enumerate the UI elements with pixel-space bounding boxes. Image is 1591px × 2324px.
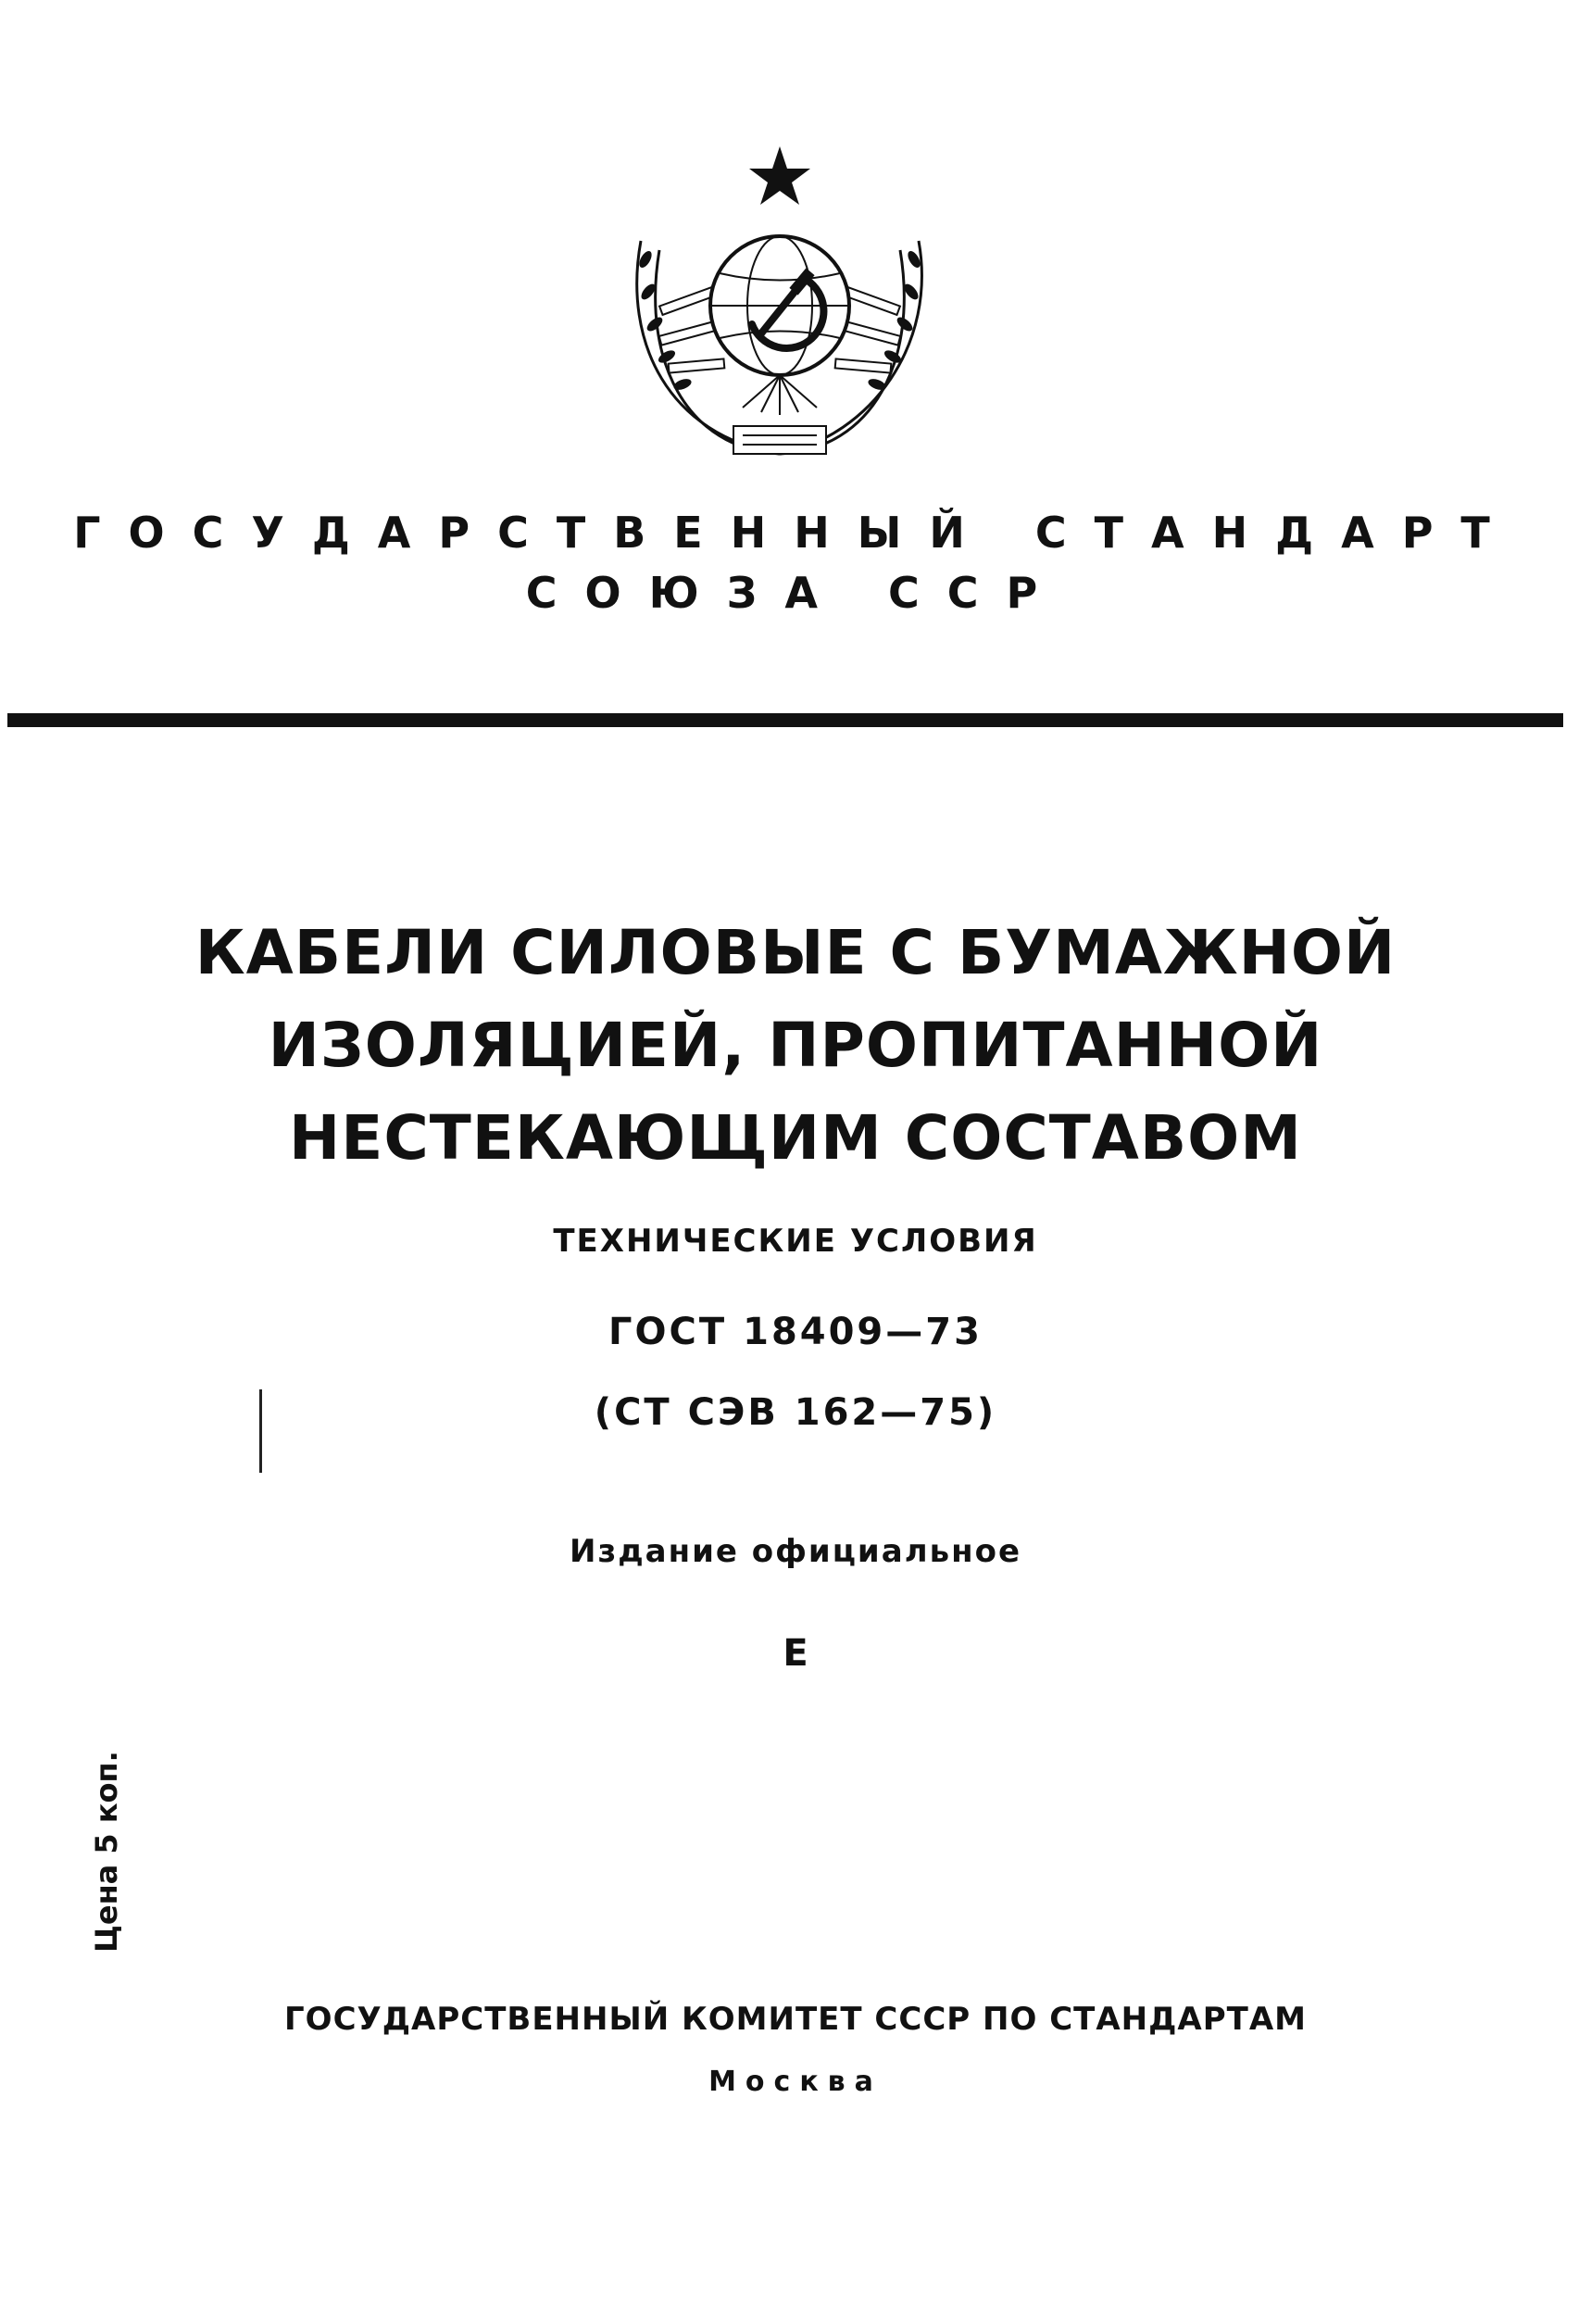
document-subtitle: ТЕХНИЧЕСКИЕ УСЛОВИЯ — [553, 1223, 1038, 1260]
header-line-2: СОЮЗА ССР — [525, 568, 1066, 618]
document-title-line-3: НЕСТЕКАЮЩИМ СОСТАВОМ — [289, 1102, 1302, 1174]
document-title-line-2: ИЗОЛЯЦИЕЙ, ПРОПИТАННОЙ — [268, 1010, 1323, 1081]
edition-letter: Е — [783, 1632, 808, 1675]
horizontal-rule — [7, 713, 1563, 727]
publisher-name: ГОСУДАРСТВЕННЫЙ КОМИТЕТ СССР ПО СТАНДАРТАМ — [284, 2001, 1307, 2038]
document-title-line-1: КАБЕЛИ СИЛОВЫЕ С БУМАЖНОЙ — [194, 917, 1397, 988]
gost-number: ГОСТ 18409—73 — [608, 1311, 983, 1353]
edition-label: Издание официальное — [569, 1533, 1022, 1570]
publisher-city: Москва — [708, 2066, 883, 2098]
st-sev-number: (СТ СЭВ 162—75) — [594, 1391, 997, 1434]
price-text: Цена 5 коп. — [89, 1751, 124, 1953]
ussr-state-emblem — [604, 130, 956, 482]
header-line-1: ГОСУДАРСТВЕННЫЙ СТАНДАРТ — [73, 508, 1518, 558]
